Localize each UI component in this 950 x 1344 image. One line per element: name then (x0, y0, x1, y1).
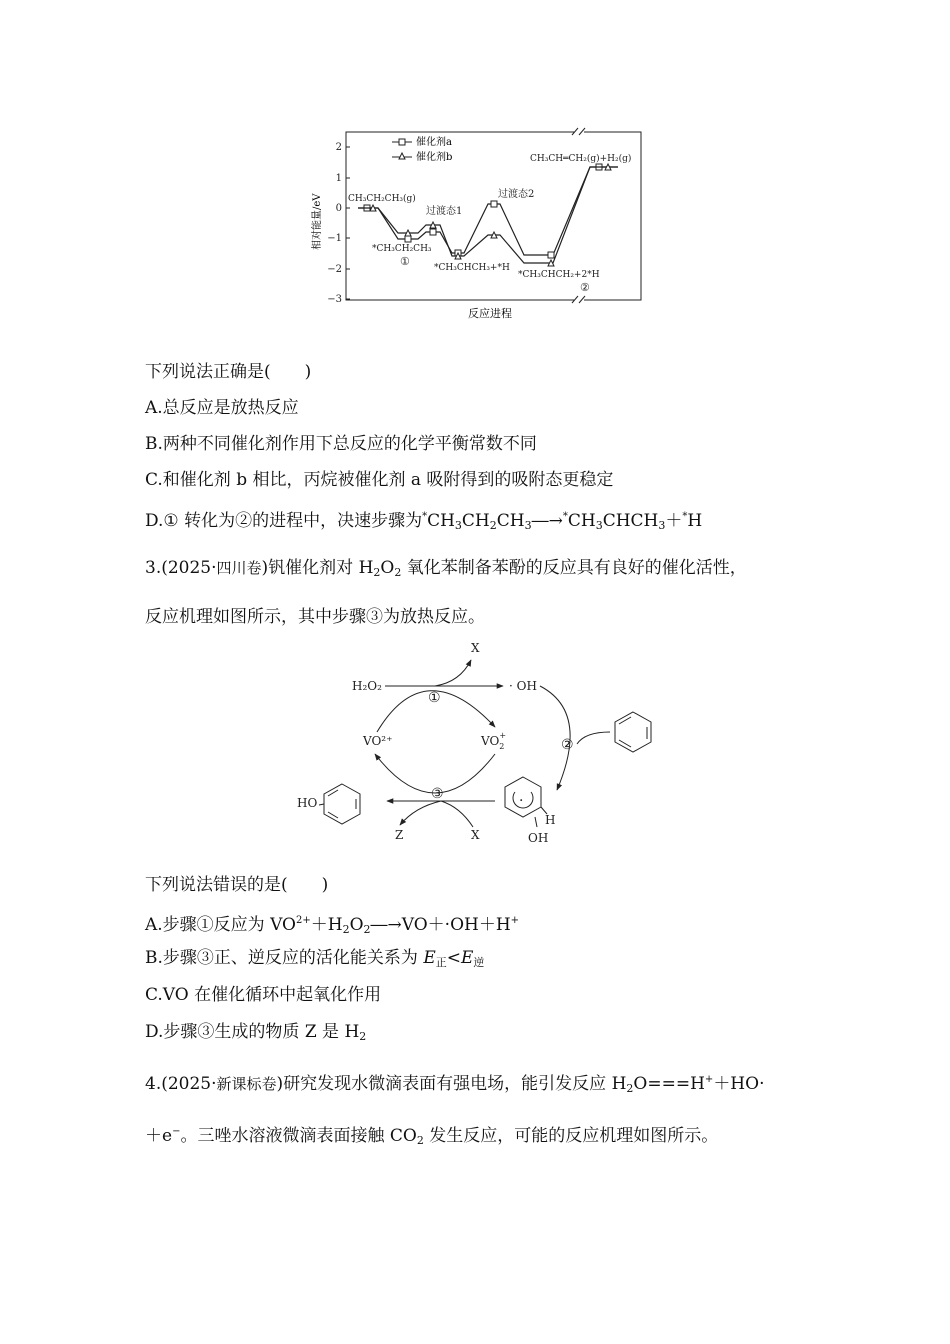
q4-year: 2025· (167, 1074, 217, 1094)
q4-num: 4.( (145, 1074, 168, 1094)
label-x-top: X (471, 641, 480, 655)
q3-year: 2025· (167, 558, 217, 578)
label-step1: ① (400, 255, 410, 268)
q3-b-e1: E (423, 948, 436, 968)
energy-diagram (300, 125, 650, 325)
q3-d-sub: 2 (359, 1030, 367, 1043)
q4-close: ) (276, 1074, 284, 1094)
catalytic-cycle-diagram (285, 632, 670, 857)
ytick-0: 0 (335, 203, 342, 214)
label-ho: HO (297, 796, 318, 810)
label-vo2plus: VO²⁺ (363, 734, 393, 748)
q2-d-prefix: D.① 转化为②的进程中，决速步骤为 (145, 511, 423, 531)
q4-l2s: 2 (416, 1134, 424, 1147)
y-axis-label: 相对能量/eV (312, 193, 323, 250)
q3-b-lt: < (446, 948, 461, 968)
label-mid2: *CH₃CHCH₂+2*H (518, 270, 600, 280)
q3-num: 3.( (145, 558, 168, 578)
vo2-sub: 2 (499, 742, 505, 751)
q3-d-pre: D.步骤③生成的物质 Z 是 H (145, 1022, 360, 1042)
arrow-benzene-in (577, 732, 610, 744)
q3-line1 (145, 556, 747, 585)
q3-a-end: ―→VO＋·OH＋H (370, 915, 511, 935)
q2-d-star2: * (562, 511, 568, 522)
label-vo2 (480, 731, 506, 751)
q3-option-d (145, 1020, 366, 1049)
q2-option-d (145, 505, 702, 538)
q2-option-c: C.和催化剂 b 相比，丙烷被催化剂 a 吸附得到的吸附态更稳定 (145, 470, 614, 490)
phenol-ring (324, 784, 360, 824)
q4-t3: ＋HO· (713, 1074, 765, 1094)
axis-break-bottom (572, 296, 585, 304)
ytick-2: 2 (335, 142, 342, 153)
q3-b-s2: 逆 (473, 956, 485, 969)
q3-a-sup: 2+ (296, 915, 311, 926)
q3-t1s: 2 (373, 566, 381, 579)
q2-d-r2: CH (461, 511, 490, 531)
ytick-m2: −2 (327, 264, 342, 275)
q3-stem: 下列说法错误的是( ) (145, 875, 329, 895)
label-mid: *CH₃CHCH₃+*H (434, 263, 510, 273)
label-step-3: ③ (431, 786, 444, 802)
label-h: H (545, 813, 556, 827)
label-step-1: ① (428, 690, 441, 706)
q3-b-s1: 正 (435, 956, 447, 969)
q2-d-arrow: ―→ (531, 511, 563, 531)
ytick-1: 1 (335, 173, 342, 184)
benzene-ring (615, 712, 651, 752)
q4-t1s: 2 (626, 1082, 634, 1095)
legend (392, 139, 412, 159)
label-start: CH₃CH₂CH₃(g) (348, 194, 416, 204)
label-ads: *CH₃CH₂CH₃ (372, 244, 432, 254)
label-step2: ② (580, 281, 590, 294)
q4-t2sup: + (704, 1074, 714, 1085)
q3-close: ) (261, 558, 269, 578)
q2-d-plus: ＋ (665, 511, 683, 531)
label-step-2: ② (561, 737, 574, 753)
ytick-m3: −3 (327, 294, 342, 305)
q3-a-s1: 2 (342, 923, 350, 936)
q3-a-mid2: O (349, 915, 364, 935)
label-ts2: 过渡态2 (498, 189, 535, 200)
vo2-sup: + (499, 731, 507, 740)
q4-l2a: ＋e (145, 1126, 173, 1146)
q2-stem: 下列说法正确是( ) (145, 362, 312, 382)
q2-d-star: * (422, 511, 428, 522)
arrow-x-top (435, 660, 471, 686)
series-catalyst-a (358, 167, 618, 255)
q4-l2b: 。三唑水溶液微滴表面接触 CO (180, 1126, 417, 1146)
q2-d-r3: CH (496, 511, 525, 531)
q4-t2: O===H (633, 1074, 705, 1094)
q3-option-c: C.VO 在催化循环中起氧化作用 (145, 985, 382, 1005)
q4-t1: 研究发现水微滴表面有强电场，能引发反应 H (283, 1074, 627, 1094)
q2-d-r3s: 3 (524, 519, 532, 532)
q3-line2: 反应机理如图所示，其中步骤③为放热反应。 (145, 607, 485, 627)
q2-d-p1s: 3 (595, 519, 603, 532)
label-ts1: 过渡态1 (426, 206, 463, 217)
q2-d-star3: * (682, 511, 688, 522)
q4-source: 新课标卷 (216, 1075, 277, 1093)
label-h2o2: H₂O₂ (352, 679, 382, 693)
vo2-text: VO (481, 734, 500, 748)
q3-option-b (145, 946, 484, 975)
q2-d-p1: CH (567, 511, 596, 531)
q3-a-sup2: + (510, 915, 520, 926)
q2-option-a: A.总反应是放热反应 (145, 398, 299, 418)
label-oh-radical: · OH (509, 679, 537, 693)
q2-d-r2s: 2 (489, 519, 497, 532)
legend-a: 催化剂a (416, 137, 452, 148)
label-oh: OH (528, 831, 549, 845)
q3-t1: 钒催化剂对 H (268, 558, 374, 578)
label-radical-dot: · (519, 793, 524, 809)
legend-b: 催化剂b (416, 152, 453, 163)
q3-t3: 氧化苯制备苯酚的反应具有良好的催化活性， (401, 558, 747, 578)
q3-t2: O (380, 558, 395, 578)
q2-d-r1s: 3 (454, 519, 462, 532)
label-z: Z (395, 828, 404, 842)
q2-d-p2s: 3 (658, 519, 666, 532)
label-end: CH₃CH═CH₂(g)+H₂(g) (530, 154, 632, 164)
q3-a-mid: ＋H (310, 915, 343, 935)
q4-l2c: 发生反应，可能的反应机理如图所示。 (423, 1126, 719, 1146)
q4-l2sup: − (172, 1126, 181, 1137)
q2-d-p2: CHCH (602, 511, 659, 531)
q3-source: 四川卷 (216, 559, 262, 577)
q2-d-h: H (687, 511, 703, 531)
axis-break-top (572, 128, 585, 136)
q2-d-r1: CH (427, 511, 455, 531)
arrow-x-in (441, 801, 473, 827)
q3-a-pre: A.步骤①反应为 VO (145, 915, 296, 935)
x-axis-label: 反应进程 (468, 307, 512, 320)
q3-option-a (145, 909, 519, 942)
label-x-bottom: X (471, 828, 480, 842)
q3-b-e2: E (460, 948, 474, 968)
arrow-z-out (400, 801, 441, 825)
q3-b-pre: B.步骤③正、逆反应的活化能关系为 (145, 948, 424, 968)
q4-line1 (145, 1068, 764, 1101)
q3-a-s2: 2 (363, 923, 371, 936)
ytick-m1: −1 (327, 233, 342, 244)
q4-line2 (145, 1120, 718, 1153)
q2-option-b: B.两种不同催化剂作用下总反应的化学平衡常数不同 (145, 434, 537, 454)
q3-t2s: 2 (394, 566, 402, 579)
